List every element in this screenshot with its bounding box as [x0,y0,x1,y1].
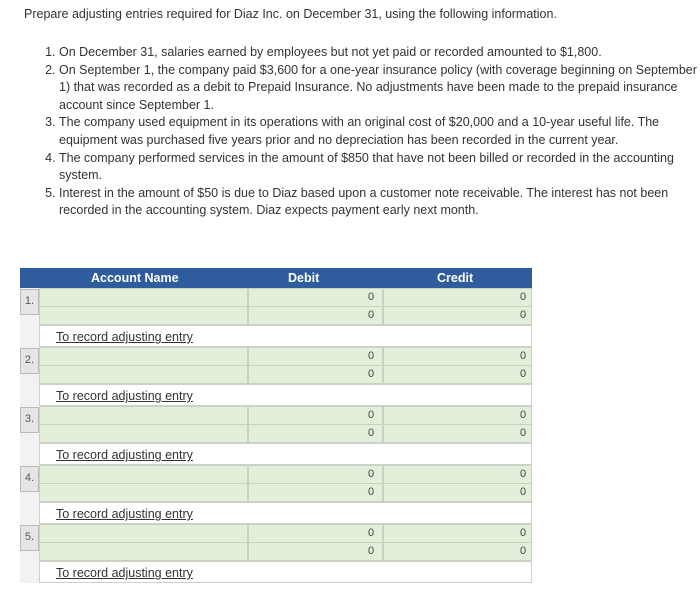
debit-input[interactable] [248,483,383,502]
account-name-input[interactable] [39,465,248,484]
debit-value: 0 [368,350,375,362]
adjusting-entry-memo: To record adjusting entry [56,507,193,521]
credit-input[interactable] [383,288,532,307]
adjusting-entry-memo: To record adjusting entry [56,330,193,344]
account-name-input[interactable] [39,483,248,502]
debit-value: 0 [368,486,375,498]
transaction-list [40,44,700,220]
account-name-input[interactable] [39,347,248,366]
credit-input[interactable] [383,524,532,543]
debit-input[interactable] [248,542,383,561]
credit-input[interactable] [383,306,532,325]
entry-number: 4. [20,466,39,492]
debit-value: 0 [368,468,375,480]
credit-value: 0 [520,350,527,362]
credit-input[interactable] [383,365,532,384]
credit-input[interactable] [383,542,532,561]
account-name-input[interactable] [39,288,248,307]
debit-input[interactable] [248,306,383,325]
credit-input[interactable] [383,406,532,425]
credit-value: 0 [520,468,527,480]
debit-value: 0 [368,545,375,557]
journal-entry-table [20,268,532,583]
account-name-input[interactable] [39,542,248,561]
account-name-input[interactable] [39,524,248,543]
credit-value: 0 [520,309,527,321]
credit-value: 0 [520,486,527,498]
debit-input[interactable] [248,365,383,384]
transaction-item: 5. Interest in the amount of $50 is due to Diaz based upon a customer note receivable. The interest has not been recorded in the accounting system. Diaz expects payment early next month. [59,185,700,220]
account-name-input[interactable] [39,365,248,384]
transaction-item: 2. On September 1, the company paid $3,600 for a one-year insurance policy (with coverage beginning on September 1) that was recorded as a debit to Prepaid Insurance. No adjustments have been made to the prepaid insurance account since September 1. [59,62,700,115]
entry-number: 2. [20,348,39,374]
credit-value: 0 [520,409,527,421]
debit-value: 0 [368,427,375,439]
entry-number: 1. [20,289,39,315]
debit-input[interactable] [248,524,383,543]
credit-input[interactable] [383,465,532,484]
debit-value: 0 [368,527,375,539]
entry-number: 5. [20,525,39,551]
account-name-input[interactable] [39,406,248,425]
instructions-text: Prepare adjusting entries required for Diaz Inc. on December 31, using the following information. [24,7,557,21]
account-name-header: Account Name [91,271,179,285]
debit-value: 0 [368,309,375,321]
adjusting-entry-memo: To record adjusting entry [56,389,193,403]
transaction-item: 1. On December 31, salaries earned by employees but not yet paid or recorded amounted to $1,800. [59,44,700,62]
debit-input[interactable] [248,347,383,366]
debit-input[interactable] [248,288,383,307]
debit-input[interactable] [248,465,383,484]
credit-input[interactable] [383,424,532,443]
debit-value: 0 [368,291,375,303]
credit-value: 0 [520,291,527,303]
credit-input[interactable] [383,483,532,502]
entry-number: 3. [20,407,39,433]
adjusting-entry-memo: To record adjusting entry [56,448,193,462]
credit-value: 0 [520,545,527,557]
adjusting-entry-memo: To record adjusting entry [56,566,193,580]
debit-header: Debit [288,271,320,285]
credit-input[interactable] [383,347,532,366]
transaction-item: 3. The company used equipment in its operations with an original cost of $20,000 and a 10-year useful life. The equipment was purchased five years prior and no depreciation has been recorded in the current year. [59,114,700,149]
account-name-input[interactable] [39,306,248,325]
transaction-item: 4. The company performed services in the amount of $850 that have not been billed or recorded in the accounting system. [59,150,700,185]
table-header [20,268,532,288]
credit-value: 0 [520,527,527,539]
debit-value: 0 [368,368,375,380]
account-name-input[interactable] [39,424,248,443]
debit-input[interactable] [248,406,383,425]
debit-value: 0 [368,409,375,421]
credit-value: 0 [520,368,527,380]
debit-input[interactable] [248,424,383,443]
credit-header: Credit [437,271,474,285]
credit-value: 0 [520,427,527,439]
